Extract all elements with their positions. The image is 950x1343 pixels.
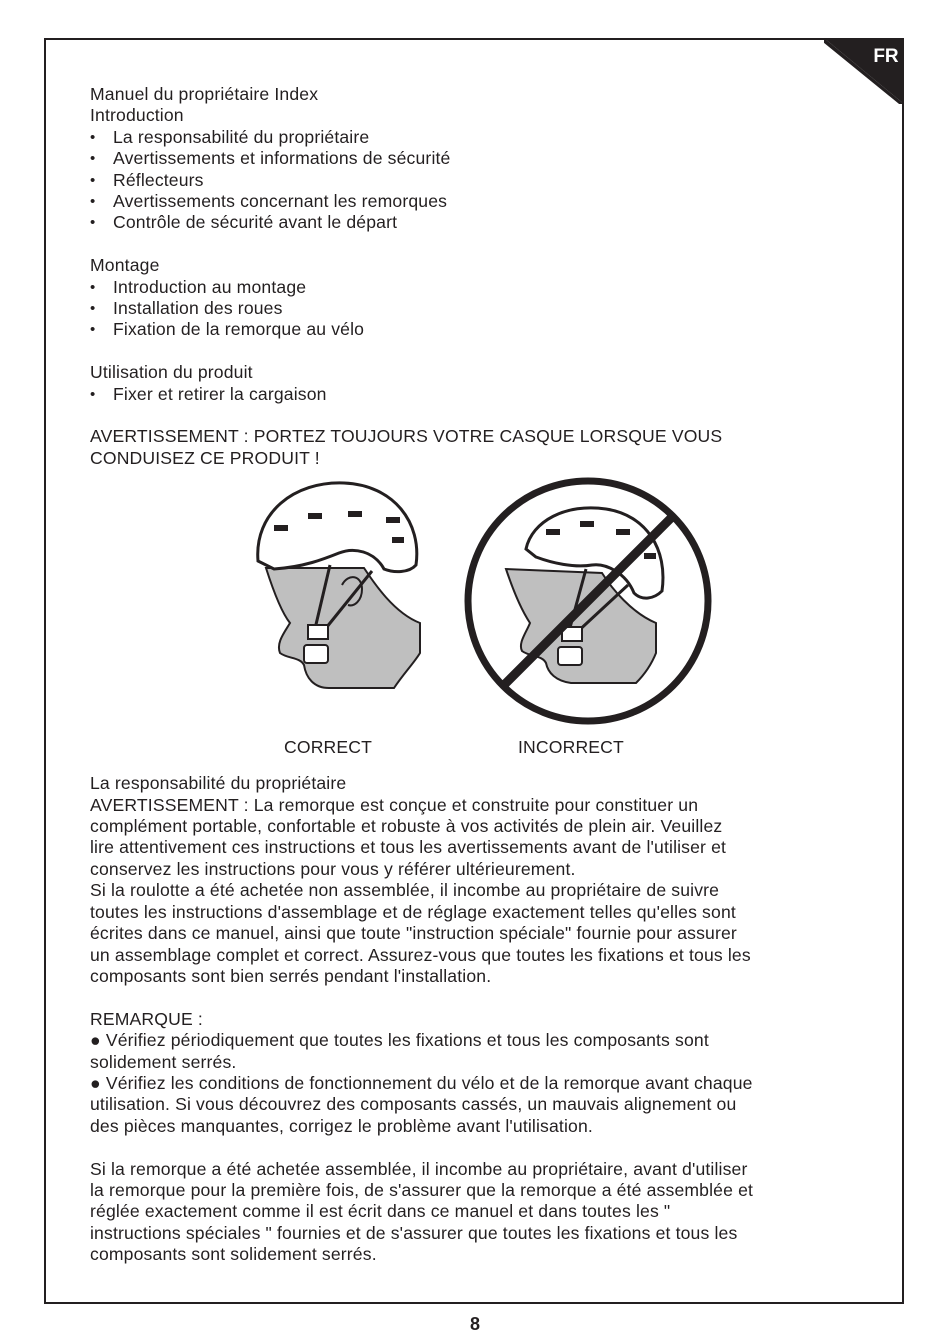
- text-line: la remorque pour la première fois, de s'assurer que la remorque a été assemblée et: [90, 1179, 754, 1200]
- list-item: • Réflecteurs: [90, 170, 870, 191]
- list-item: • Fixer et retirer la cargaison: [90, 384, 870, 405]
- helmet-figure: [90, 473, 870, 773]
- incorrect-label: INCORRECT: [518, 737, 624, 758]
- intro-heading: Introduction: [90, 105, 184, 126]
- helmet-incorrect-illustration: [456, 473, 720, 729]
- list-item: • Installation des roues: [90, 298, 870, 319]
- responsibility-heading: La responsabilité du propriétaire: [90, 773, 347, 794]
- text-line: complément portable, confortable et robuste à vos activités de plein air. Veuillez: [90, 816, 723, 837]
- list-item: • Fixation de la remorque au vélo: [90, 319, 870, 340]
- assembly-list: [90, 277, 870, 341]
- usage-list: [90, 384, 870, 405]
- page-content: [90, 84, 870, 1266]
- text-line: réglée exactement comme il est écrit dans ce manuel et dans toutes les ": [90, 1201, 671, 1222]
- helmet-warning-line: AVERTISSEMENT : PORTEZ TOUJOURS VOTRE CASQUE LORSQUE VOUS: [90, 426, 723, 447]
- list-item: • Avertissements et informations de sécurité: [90, 148, 870, 169]
- usage-heading: Utilisation du produit: [90, 362, 253, 383]
- text-line: des pièces manquantes, corrigez le problème avant l'utilisation.: [90, 1115, 593, 1136]
- list-item: • Introduction au montage: [90, 277, 870, 298]
- helmet-warning-line: CONDUISEZ CE PRODUIT !: [90, 447, 320, 468]
- text-line: instructions spéciales " fournies et de s'assurer que toutes les fixations et tous les: [90, 1222, 738, 1243]
- remark-heading: REMARQUE :: [90, 1008, 203, 1029]
- list-item: • Avertissements concernant les remorques: [90, 191, 870, 212]
- text-line: Si la roulotte a été achetée non assemblée, il incombe au propriétaire de suivre: [90, 880, 720, 901]
- text-line: composants sont solidement serrés.: [90, 1244, 377, 1265]
- text-line: conservez les instructions pour vous y référer ultérieurement.: [90, 858, 576, 879]
- text-line: AVERTISSEMENT : La remorque est conçue et construite pour constituer un: [90, 794, 699, 815]
- language-tab-label: FR: [873, 46, 899, 67]
- text-line: écrites dans ce manuel, ainsi que toute "instruction spéciale" fournie pour assurer: [90, 923, 737, 944]
- list-item: • La responsabilité du propriétaire: [90, 127, 870, 148]
- text-line: ● Vérifiez périodiquement que toutes les fixations et tous les composants sont: [90, 1030, 709, 1051]
- text-line: un assemblage complet et correct. Assurez-vous que toutes les fixations et tous les: [90, 944, 751, 965]
- correct-label: CORRECT: [284, 737, 373, 758]
- intro-list: [90, 127, 870, 234]
- text-line: lire attentivement ces instructions et tous les avertissements avant de l'utiliser et: [90, 837, 727, 858]
- assembly-heading: Montage: [90, 255, 160, 276]
- text-line: composants sont bien serrés pendant l'installation.: [90, 965, 492, 986]
- list-item: • Contrôle de sécurité avant le départ: [90, 212, 870, 233]
- text-line: utilisation. Si vous découvrez des composants cassés, un mauvais alignement ou: [90, 1094, 737, 1115]
- helmet-correct-illustration: [244, 473, 434, 703]
- text-line: ● Vérifiez les conditions de fonctionnement du vélo et de la remorque avant chaque: [90, 1072, 753, 1093]
- text-line: solidement serrés.: [90, 1051, 237, 1072]
- text-line: Si la remorque a été achetée assemblée, il incombe au propriétaire, avant d'utiliser: [90, 1158, 748, 1179]
- text-line: toutes les instructions d'assemblage et de réglage exactement telles qu'elles sont: [90, 901, 736, 922]
- page-number: 8: [469, 1314, 480, 1334]
- index-title: Manuel du propriétaire Index: [90, 84, 319, 104]
